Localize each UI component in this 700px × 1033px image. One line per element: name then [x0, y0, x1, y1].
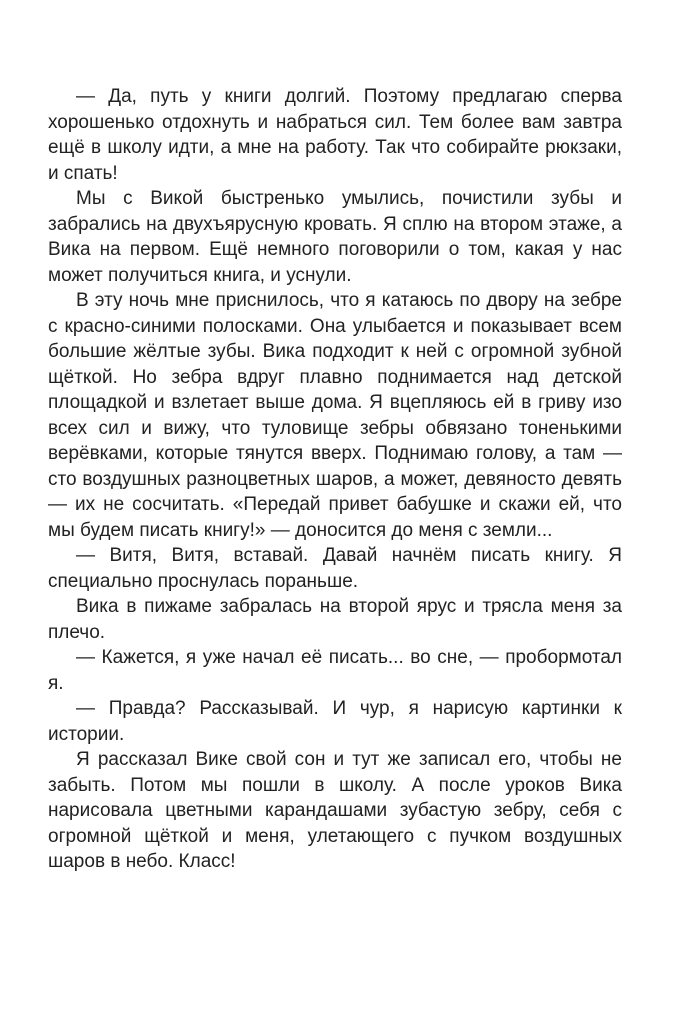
paragraph-2: Мы с Викой быстренько умылись, почистили зубы и забрались на двухъярусную кровать. Я сплю на втором этаже, а Вика на первом. Ещё немного поговорили о том, какая у нас может получиться книга, и уснули. — [48, 188, 622, 286]
paragraph-8: Я рассказал Вике свой сон и тут же записал его, чтобы не забыть. Потом мы пошли в школу. А после уроков Вика нарисовала цветными карандашами зубастую зебру, себя с огромной щёткой и меня, улетающего с пучком воздушных шаров в небо. Класс! — [48, 749, 622, 872]
paragraph-7: — Правда? Рассказывай. И чур, я нарисую картинки к истории. — [48, 698, 622, 745]
paragraph-3: В эту ночь мне приснилось, что я катаюсь по двору на зебре с красно-синими полосками. Она улыбается и показывает всем большие жёлтые зубы. Вика подходит к ней с огромной зубной щёткой. Но зебра вдруг плавно поднимается над детской площадкой и взлетает выше дома. Я вцепляюсь ей в гриву изо всех сил и вижу, что туловище зебры обвязано тоненькими верёвками, которые тянутся вверх. Поднимаю голову, а там — сто воздушных разноцветных шаров, а может, девяносто девять — их не сосчитать. «Передай привет бабушке и скажи ей, что мы будем писать книгу!» — доносится до меня с земли... — [48, 290, 622, 541]
book-page-text — [48, 84, 622, 875]
paragraph-4: — Витя, Витя, вставай. Давай начнём писать книгу. Я специально проснулась пораньше. — [48, 545, 622, 592]
paragraph-5: Вика в пижаме забралась на второй ярус и трясла меня за плечо. — [48, 596, 622, 643]
paragraph-6: — Кажется, я уже начал её писать... во сне, — пробормотал я. — [48, 647, 622, 694]
paragraph-1: — Да, путь у книги долгий. Поэтому предлагаю сперва хорошенько отдохнуть и набраться сил. Тем более вам завтра ещё в школу идти, а мне на работу. Так что собирайте рюкзаки, и спать! — [48, 86, 622, 184]
